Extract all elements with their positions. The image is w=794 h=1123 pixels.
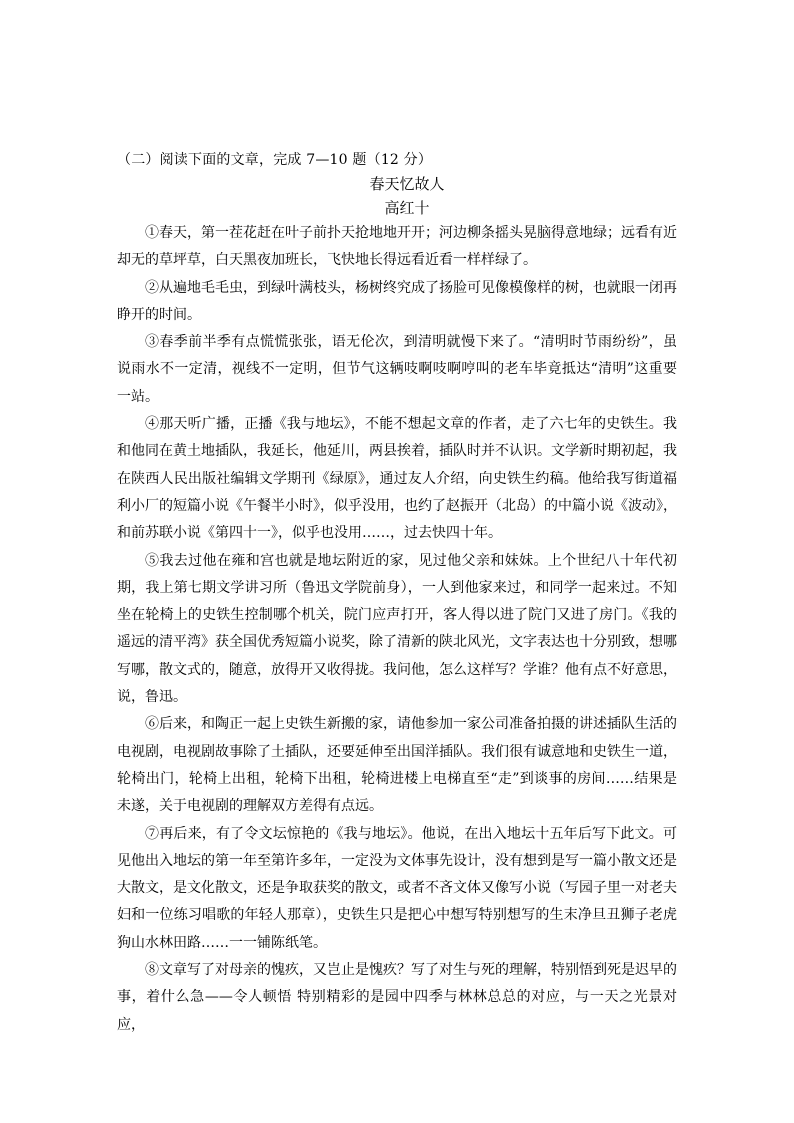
paragraph-8: ⑧文章写了对母亲的愧疚，又岂止是愧疚？写了对生与死的理解，特别悟到死是迟早的事，着什么急——令人顿悟 特别精彩的是园中四季与林林总总的对应，与一天之光景对应， bbox=[117, 962, 677, 1033]
paragraph-4: ④那天听广播，正播《我与地坛》，不能不想起文章的作者，走了六七年的史铁生。我和他同在黄土地插队，我延长，他延川，两县挨着，插队时并不认识。文学新时期初起，我在陕西人民出版社编辑文学期刊《绿原》，通过友人介绍，向史铁生约稿。他给我写街道福利小厂的短篇小说《午餐半小时》，似乎没用，也约了赵振开（北岛）的中篇小说《波动》，和前苏联小说《第四十一》，似乎也没用……，过去快四十年。 bbox=[117, 416, 677, 542]
document-page bbox=[117, 148, 677, 1039]
paragraph-5: ⑤我去过他在雍和宫也就是地坛附近的家，见过他父亲和妹妹。上个世纪八十年代初期，我上第七期文学讲习所（鲁迅文学院前身），一人到他家来过，和同学一起来过。不知坐在轮椅上的史铁生控制哪个机关，院门应声打开，客人得以进了院门又进了房门。《我的遥远的清平湾》获全国优秀短篇小说奖，除了清新的陕北风光，文字表达也十分别致，想哪写哪，散文式的，随意，放得开又收得拢。我问他，怎么这样写？学谁？他有点不好意思，说，鲁迅。 bbox=[117, 552, 677, 706]
paragraph-6: ⑥后来，和陶正一起上史铁生新搬的家，请他参加一家公司准备拍摄的讲述插队生活的电视剧，电视剧故事除了土插队，还要延伸至出国洋插队。我们很有诚意地和史铁生一道，轮椅出门，轮椅上出租，轮椅下出租，轮椅进楼上电梯直至“走”到谈事的房间……结果是未遂，关于电视剧的理解双方差得有点远。 bbox=[117, 716, 677, 815]
section-heading: （二）阅读下面的文章，完成 7—10 题（12 分） bbox=[117, 152, 433, 168]
paragraph-3: ③春季前半季有点慌慌张张，语无伦次，到清明就慢下来了。“清明时节雨纷纷”，虽说雨水不一定清，视线不一定明，但节气这辆吱啊吱啊哼叫的老车毕竟抵达“清明”这重要一站。 bbox=[117, 334, 677, 405]
article-body bbox=[117, 220, 677, 1039]
article-title: 春天忆故人 bbox=[369, 175, 445, 193]
paragraph-7: ⑦再后来，有了令文坛惊艳的《我与地坛》。他说，在出入地坛十五年后写下此文。可见他出入地坛的第一年至第许多年，一定没为文体事先设计，没有想到是写一篇小散文还是大散文，是文化散文，还是争取获奖的散文，或者不吝文体又像写小说（写园子里一对老夫妇和一位练习唱歌的年轻人那章），史铁生只是把心中想写特别想写的生末净旦丑狮子老虎狗山水林田路……一一铺陈纸笔。 bbox=[117, 825, 677, 951]
paragraph-2: ②从遍地毛毛虫，到绿叶满枝头，杨树终究成了扬脸可见像模像样的树，也就眼一闭再睁开的时间。 bbox=[117, 279, 677, 323]
article-author: 高红十 bbox=[384, 199, 430, 217]
paragraph-1: ①春天，第一茬花赶在叶子前扑天抢地地开开；河边柳条摇头晃脑得意地绿；远看有近却无的草坪草，白天黑夜加班长，飞快地长得远看近看一样样绿了。 bbox=[117, 225, 677, 269]
